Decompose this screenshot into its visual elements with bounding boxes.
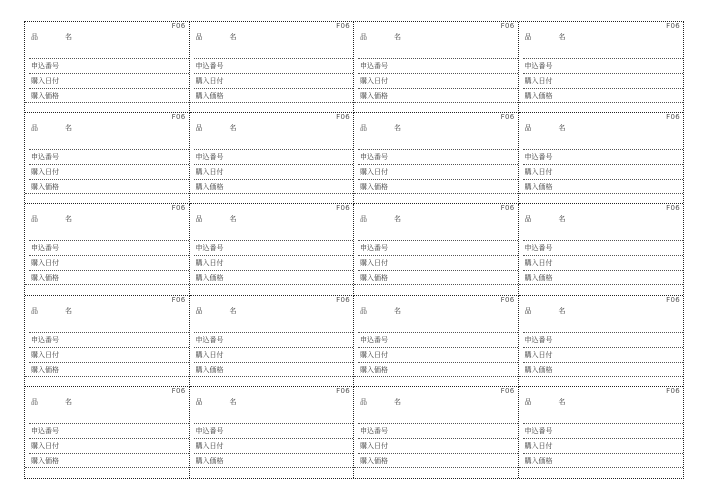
label-card bbox=[519, 296, 684, 387]
label-card bbox=[354, 113, 519, 204]
purchase-price-field: 購入価格 bbox=[358, 453, 518, 467]
label-card bbox=[190, 113, 355, 204]
purchase-price-field: 購入価格 bbox=[523, 453, 684, 467]
label-card bbox=[354, 387, 519, 478]
label-card bbox=[354, 22, 519, 113]
brand-code: F06 bbox=[171, 113, 186, 122]
purchase-date-field: 購入日付 bbox=[523, 164, 684, 178]
purchase-price-field: 購入価格 bbox=[194, 270, 354, 284]
purchase-price-field: 購入価格 bbox=[29, 453, 189, 467]
purchase-date-field: 購入日付 bbox=[29, 438, 189, 452]
purchase-date-field: 購入日付 bbox=[194, 255, 354, 269]
purchase-date-field: 購入日付 bbox=[29, 255, 189, 269]
label-card bbox=[519, 387, 684, 478]
label-card bbox=[25, 113, 190, 204]
brand-code: F06 bbox=[336, 204, 350, 213]
purchase-date-field: 購入日付 bbox=[29, 164, 189, 178]
purchase-date-field: 購入日付 bbox=[358, 73, 518, 87]
brand-code: F06 bbox=[171, 204, 186, 213]
application-number-field: 申込番号 bbox=[29, 332, 189, 346]
label-card bbox=[354, 296, 519, 387]
purchase-price-field: 購入価格 bbox=[358, 270, 518, 284]
product-name-label: 品 名 bbox=[524, 33, 576, 41]
purchase-date-field: 購入日付 bbox=[194, 347, 354, 361]
purchase-price-field: 購入価格 bbox=[194, 453, 354, 467]
product-name-label: 品 名 bbox=[195, 33, 247, 41]
label-card bbox=[190, 204, 355, 295]
brand-code: F06 bbox=[666, 113, 680, 122]
purchase-price-field: 購入価格 bbox=[194, 88, 354, 102]
application-number-field: 申込番号 bbox=[194, 240, 354, 254]
purchase-price-field: 購入価格 bbox=[358, 362, 518, 376]
purchase-date-field: 購入日付 bbox=[358, 438, 518, 452]
application-number-field: 申込番号 bbox=[358, 423, 518, 437]
product-name-label: 品 名 bbox=[360, 215, 411, 224]
application-number-field: 申込番号 bbox=[29, 58, 189, 72]
brand-code: F06 bbox=[500, 386, 515, 395]
product-name-label: 品 名 bbox=[524, 397, 576, 406]
product-name-label: 品 名 bbox=[31, 215, 82, 224]
label-sheet bbox=[24, 21, 684, 479]
application-number-field: 申込番号 bbox=[194, 423, 354, 437]
product-name-label: 品 名 bbox=[31, 33, 82, 41]
brand-code: F06 bbox=[666, 204, 680, 213]
product-name-label: 品 名 bbox=[31, 397, 82, 406]
brand-code: F06 bbox=[500, 295, 515, 304]
application-number-field: 申込番号 bbox=[194, 332, 354, 346]
purchase-date-field: 購入日付 bbox=[194, 164, 354, 178]
label-card bbox=[190, 387, 355, 478]
application-number-field: 申込番号 bbox=[358, 332, 518, 346]
label-card bbox=[354, 204, 519, 295]
application-number-field: 申込番号 bbox=[194, 149, 354, 163]
brand-code: F06 bbox=[171, 386, 186, 395]
brand-code: F06 bbox=[500, 113, 515, 122]
label-card bbox=[519, 22, 684, 113]
application-number-field: 申込番号 bbox=[523, 423, 684, 437]
product-name-label: 品 名 bbox=[524, 306, 576, 315]
purchase-date-field: 購入日付 bbox=[523, 347, 684, 361]
product-name-label: 品 名 bbox=[360, 397, 411, 406]
brand-code: F06 bbox=[336, 295, 350, 304]
purchase-date-field: 購入日付 bbox=[523, 438, 684, 452]
purchase-price-field: 購入価格 bbox=[29, 362, 189, 376]
purchase-date-field: 購入日付 bbox=[523, 73, 684, 87]
purchase-price-field: 購入価格 bbox=[194, 362, 354, 376]
product-name-label: 品 名 bbox=[31, 124, 82, 133]
label-card bbox=[519, 113, 684, 204]
product-name-label: 品 名 bbox=[31, 306, 82, 315]
purchase-date-field: 購入日付 bbox=[358, 255, 518, 269]
brand-code: F06 bbox=[666, 22, 680, 30]
application-number-field: 申込番号 bbox=[523, 332, 684, 346]
purchase-price-field: 購入価格 bbox=[29, 270, 189, 284]
brand-code: F06 bbox=[336, 113, 350, 122]
purchase-price-field: 購入価格 bbox=[29, 88, 189, 102]
product-name-label: 品 名 bbox=[524, 124, 576, 133]
product-name-label: 品 名 bbox=[360, 306, 411, 315]
brand-code: F06 bbox=[336, 22, 350, 30]
application-number-field: 申込番号 bbox=[358, 149, 518, 163]
brand-code: F06 bbox=[666, 295, 680, 304]
purchase-price-field: 購入価格 bbox=[523, 362, 684, 376]
product-name-label: 品 名 bbox=[360, 124, 411, 133]
application-number-field: 申込番号 bbox=[523, 149, 684, 163]
product-name-label: 品 名 bbox=[195, 397, 247, 406]
label-card bbox=[25, 22, 190, 113]
application-number-field: 申込番号 bbox=[523, 240, 684, 254]
application-number-field: 申込番号 bbox=[29, 149, 189, 163]
purchase-date-field: 購入日付 bbox=[523, 255, 684, 269]
application-number-field: 申込番号 bbox=[194, 58, 354, 72]
purchase-date-field: 購入日付 bbox=[29, 347, 189, 361]
purchase-date-field: 購入日付 bbox=[358, 347, 518, 361]
product-name-label: 品 名 bbox=[524, 215, 576, 224]
purchase-date-field: 購入日付 bbox=[194, 438, 354, 452]
label-card bbox=[25, 296, 190, 387]
brand-code: F06 bbox=[500, 22, 515, 30]
brand-code: F06 bbox=[666, 386, 680, 395]
product-name-label: 品 名 bbox=[360, 33, 411, 41]
purchase-price-field: 購入価格 bbox=[358, 88, 518, 102]
purchase-price-field: 購入価格 bbox=[523, 179, 684, 193]
product-name-label: 品 名 bbox=[195, 124, 247, 133]
application-number-field: 申込番号 bbox=[29, 240, 189, 254]
application-number-field: 申込番号 bbox=[358, 58, 518, 72]
brand-code: F06 bbox=[171, 22, 186, 30]
label-card bbox=[25, 387, 190, 478]
purchase-price-field: 購入価格 bbox=[523, 88, 684, 102]
application-number-field: 申込番号 bbox=[29, 423, 189, 437]
brand-code: F06 bbox=[500, 204, 515, 213]
label-card bbox=[519, 204, 684, 295]
product-name-label: 品 名 bbox=[195, 306, 247, 315]
product-name-label: 品 名 bbox=[195, 215, 247, 224]
label-card bbox=[25, 204, 190, 295]
label-card bbox=[190, 296, 355, 387]
purchase-date-field: 購入日付 bbox=[29, 73, 189, 87]
purchase-price-field: 購入価格 bbox=[29, 179, 189, 193]
label-card bbox=[190, 22, 355, 113]
purchase-date-field: 購入日付 bbox=[358, 164, 518, 178]
brand-code: F06 bbox=[336, 386, 350, 395]
purchase-date-field: 購入日付 bbox=[194, 73, 354, 87]
purchase-price-field: 購入価格 bbox=[194, 179, 354, 193]
purchase-price-field: 購入価格 bbox=[523, 270, 684, 284]
application-number-field: 申込番号 bbox=[358, 240, 518, 254]
application-number-field: 申込番号 bbox=[523, 58, 684, 72]
purchase-price-field: 購入価格 bbox=[358, 179, 518, 193]
brand-code: F06 bbox=[171, 295, 186, 304]
